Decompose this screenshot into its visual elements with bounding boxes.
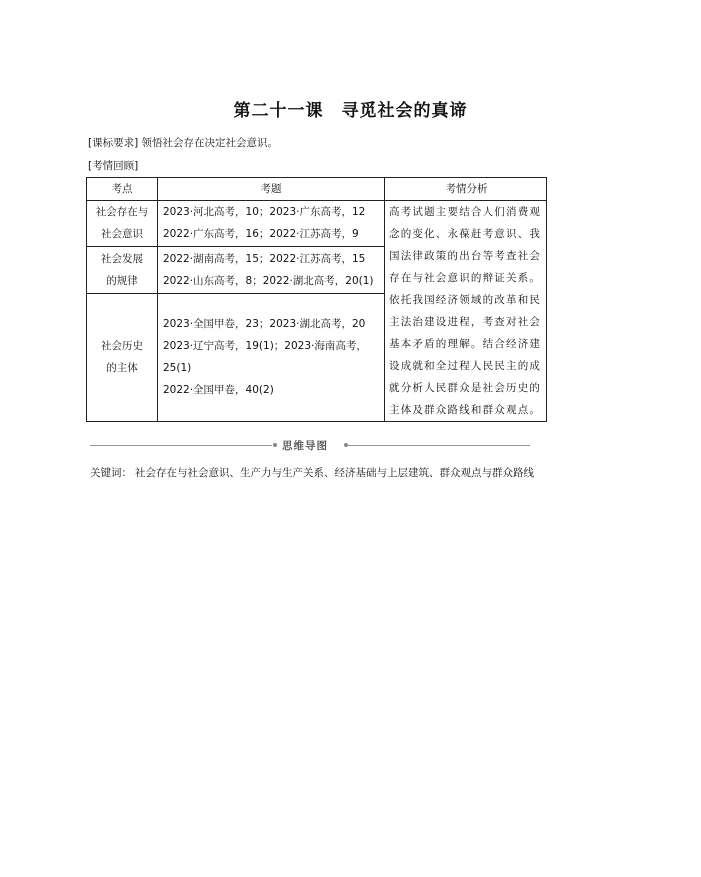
header-analysis: 考情分析 [385,178,547,201]
questions-cell: 2023·河北高考，10；2023·广东高考，12 2022·广东高考，16；2022·江苏高考，9 [158,201,385,247]
lesson-name: 寻觅社会的真谛 [341,101,468,121]
mindmap-divider [90,438,530,452]
keywords-label: 关键词： [90,467,132,479]
header-point: 考点 [87,178,158,201]
header-questions: 考题 [158,178,385,201]
lesson-number: 第二十一课 [233,101,324,121]
questions-cell: 2023·全国甲卷，23；2023·湖北高考，20 2023·辽宁高考，19(1)；2023·海南高考，25(1) 2022·全国甲卷，40(2) [158,293,385,421]
divider-dot-icon [273,443,277,447]
mindmap-heading: 思维导图 [282,440,328,452]
point-cell: 社会历史 的主体 [87,293,158,421]
requirement-label: [课标要求] [88,137,139,149]
exam-review-label: [考情回顾] [88,160,139,172]
divider-line-left [90,445,272,446]
table-row [87,201,547,247]
lesson-title [0,96,701,121]
curriculum-requirement [88,135,278,150]
requirement-text: 领悟社会存在决定社会意识。 [141,137,279,149]
keywords [90,462,535,484]
keywords-text: 社会存在与社会意识、生产力与生产关系、经济基础与上层建筑、群众观点与群众路线 [135,467,534,479]
questions-cell: 2022·湖南高考，15；2022·江苏高考，15 2022·山东高考，8；2022·湖北高考，20(1) [158,246,385,293]
divider-line-right [348,445,530,446]
point-cell: 社会存在与 社会意识 [87,201,158,247]
exam-review-table [86,177,547,422]
point-cell: 社会发展 的规律 [87,246,158,293]
analysis-cell: 高考试题主要结合人们消费观念的变化、永葆赶考意识、我国法律政策的出台等考查社会存在与社会意识的辩证关系。依托我国经济领域的改革和民主法治建设进程，考查对社会基本矛盾的理解。结合经济建设成就和全过程人民民主的成就分析人民群众是社会历史的主体及群众路线和群众观点。 [385,201,547,422]
table-header-row [87,178,547,201]
